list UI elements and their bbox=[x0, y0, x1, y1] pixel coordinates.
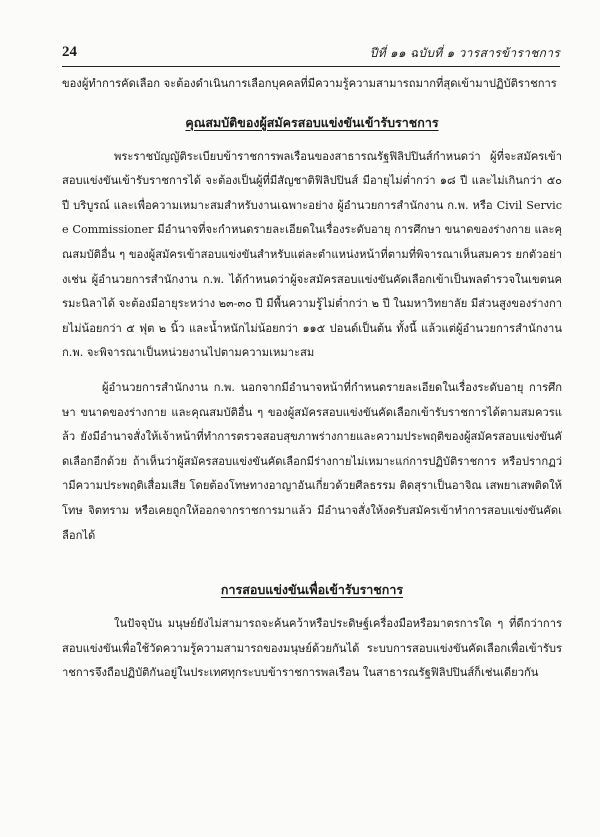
qualifications-paragraph-2: ผู้อำนวยการสำนักงาน ก.พ. นอกจากมีอำนาจหน้าที่กำหนดรายละเอียดในเรื่องระดับอายุ การศึกษา ขนาดของร่างกาย และคุณสมบัติอื่น ๆ ของผู้สมัครสอบแข่งขันคัดเลือกเข้ารับราชการได้ตามสมควรแล้ว ยังมีอำนาจสั่งให้เจ้าหน้าที่ทำการตรวจสอบสุขภาพร่างกายและความประพฤติของผู้สมัครสอบแข่งขันคัดเลือกอีกด้วย ถ้าเห็นว่าผู้สมัครสอบแข่งขันคัดเลือกมีร่างกายไม่เหมาะแก่การปฏิบัติราชการ หรือปรากฏว่ามีความประพฤติเสื่อมเสีย โดยต้องโทษทางอาญาอันเกี่ยวด้วยศีลธรรม ติดสุราเป็นอาจิณ เสพยาเสพติดให้โทษ จิตทราม หรือเคยถูกให้ออกจากราชการมาแล้ว มีอำนาจสั่งให้งดรับสมัครเข้าทำการสอบแข่งขันคัดเลือกได้ bbox=[62, 380, 562, 542]
page-header bbox=[62, 44, 560, 70]
spacer bbox=[62, 602, 562, 612]
running-head: ปีที่ ๑๑ ฉบับที่ ๑ วารสารข้าราชการ bbox=[369, 46, 560, 60]
qualifications-paragraph-1: พระราชบัญญัติระเบียบข้าราชการพลเรือนของสาธารณรัฐฟิลิปปินส์กำหนดว่า ผู้ที่จะสมัครเข้าสอบแข่งขันเข้ารับราชการได้ จะต้องเป็นผู้ที่มีสัญชาติฟิลิปปินส์ มีอายุไม่ต่ำกว่า ๑๘ ปี และไม่เกินกว่า ๕๐ ปี บริบูรณ์ และเพื่อความเหมาะสมสำหรับงานเฉพาะอย่าง ผู้อำนวยการสำนักงาน ก.พ. หรือ Civil Service Commissioner มีอำนาจที่จะกำหนดรายละเอียดในเรื่องระดับอายุ การศึกษา ขนาดของร่างกาย และคุณสมบัติอื่น ๆ ของผู้สมัครเข้าสอบแข่งขันสำหรับแต่ละตำแหน่งหน้าที่ตามที่พิจารณาเห็นสมควร ยกตัวอย่างเช่น ผู้อำนวยการสำนักงาน ก.พ. ได้กำหนดว่าผู้จะสมัครสอบแข่งขันคัดเลือกเข้าเป็นพลตำรวจในเขตนครมะนิลาได้ จะต้องมีอายุระหว่าง ๒๓-๓๐ ปี มีพื้นความรู้ไม่ต่ำกว่า ๒ ปี ในมหาวิทยาลัย มีส่วนสูงของร่างกายไม่น้อยกว่า ๕ ฟุต ๒ นิ้ว และน้ำหนักไม่น้อยกว่า ๑๑๕ ปอนด์เป็นต้น ทั้งนี้ แล้วแต่ผู้อำนวยการสำนักงาน ก.พ. จะพิจารณาเป็นหน่วยงานไปตามความเหมาะสม bbox=[62, 149, 562, 360]
section-heading-qualifications-text: คุณสมบัติของผู้สมัครสอบแข่งขันเข้ารับราชการ bbox=[185, 114, 439, 130]
section-heading-examination-text: การสอบแข่งขันเพื่อเข้ารับราชการ bbox=[220, 582, 404, 598]
page-number: 24 bbox=[62, 44, 77, 60]
intro-paragraph: ของผู้ทำการคัดเลือก จะต้องดำเนินการเลือกบุคคลที่มีความรู้ความสามารถมากที่สุดเข้ามาปฏิบัติราชการ bbox=[62, 77, 557, 90]
section-heading-examination bbox=[62, 578, 562, 602]
section-heading-qualifications bbox=[62, 111, 562, 135]
spacer bbox=[62, 135, 562, 145]
document-body bbox=[62, 72, 562, 686]
header-rule bbox=[62, 66, 560, 67]
spacer bbox=[62, 366, 562, 376]
spacer bbox=[62, 97, 562, 111]
examination-paragraph-1: ในปัจจุบัน มนุษย์ยังไม่สามารถจะค้นคว้าหรือประดิษฐ์เครื่องมือหรือมาตรการใด ๆ ที่ดีกว่าการสอบแข่งขันเพื่อใช้วัดความรู้ความสามารถของมนุษย์ด้วยกันได้ ระบบการสอบแข่งขันคัดเลือกเพื่อเข้ารับราชการจึงถือปฏิบัติกันอยู่ในประเทศทุกระบบข้าราชการพลเรือน ในสาธารณรัฐฟิลิปปินส์ก็เช่นเดียวกัน bbox=[62, 617, 562, 680]
spacer bbox=[62, 548, 562, 578]
